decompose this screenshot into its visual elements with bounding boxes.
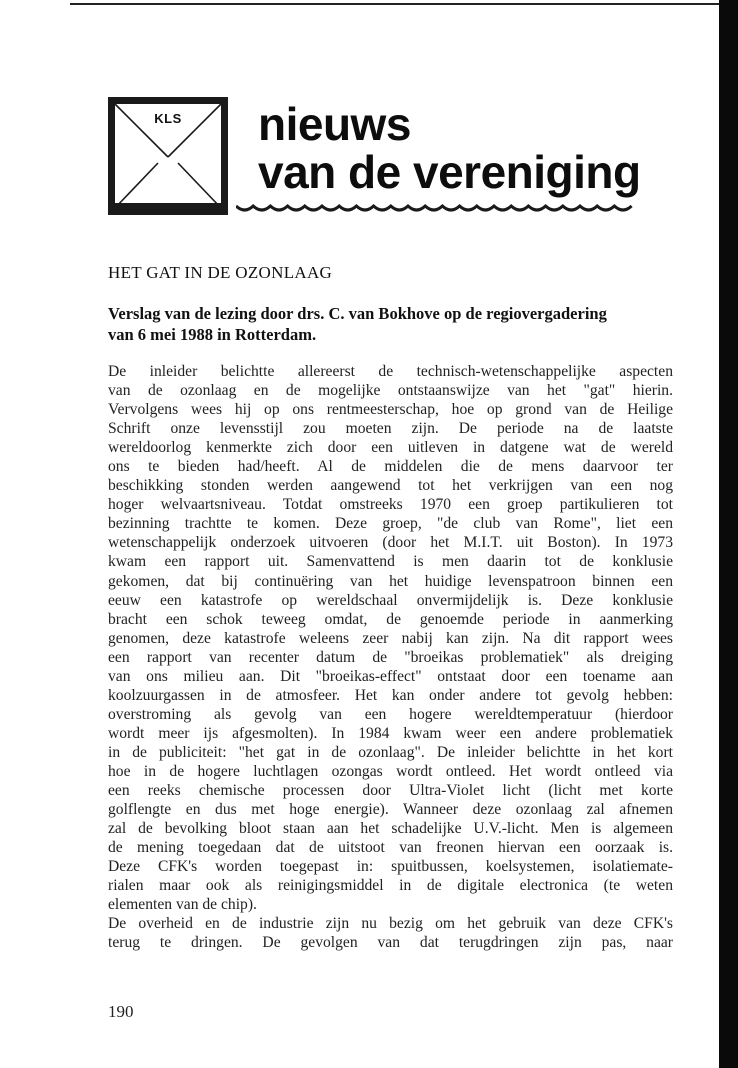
body-line: van ons milieu aan. Dit "broeikas-effect" ontstaat door een toename aan xyxy=(108,667,673,685)
scan-edge xyxy=(719,0,738,1068)
body-line: eeuw een katastrofe op wereldschaal onvermijdelijk is. Deze konklusie xyxy=(108,591,673,609)
body-line: gekomen, dat bij continuëring van het huidige levenspatroon binnen een xyxy=(108,572,673,590)
body-line: de mening toegedaan dat de uitstoot van freonen hiervan een oorzaak is. xyxy=(108,839,673,857)
body-line: De overheid en de industrie zijn nu bezig om het gebruik van deze CFK's xyxy=(108,915,673,933)
body-line: bezinning trachtte te komen. Deze groep, "de club van Rome", liet een xyxy=(108,515,673,533)
body-line: genomen, deze katastrofe weleens zeer nabij kan zijn. Na dit rapport wees xyxy=(108,629,673,647)
masthead-title xyxy=(258,100,678,196)
masthead-title-line-2: van de vereniging xyxy=(258,146,641,198)
body-line: koolzuurgassen in de atmosfeer. Het kan onder andere tot gevolg hebben: xyxy=(108,686,673,704)
body-line: wetenschappelijk onderzoek uitvoeren (door het M.I.T. uit Boston). In 1973 xyxy=(108,534,673,552)
article-subtitle xyxy=(108,303,673,345)
body-line: wereldoorlog kenmerkte zich door een uitleven in datgene wat de wereld xyxy=(108,439,673,457)
body-line: hoe in de hogere luchtlagen ozongas wordt ontleed. Het wordt ontleed via xyxy=(108,762,673,780)
body-line: een rapport van recenter datum de "broeikas problematiek" als dreiging xyxy=(108,648,673,666)
kls-envelope-logo xyxy=(108,97,228,215)
body-line: golflengte en dus met hoge energie). Wanneer deze ozonlaag zal afnemen xyxy=(108,801,673,819)
body-line: beschikking stonden werden aangewend tot het verkrijgen van een nog xyxy=(108,477,673,495)
article-subtitle-line-1: Verslag van de lezing door drs. C. van Bokhove op de regiovergadering xyxy=(108,304,607,323)
article-subtitle-line-2: van 6 mei 1988 in Rotterdam. xyxy=(108,325,317,344)
scalloped-rule xyxy=(236,203,648,217)
masthead-title-line-1: nieuws xyxy=(258,98,411,150)
body-line: elementen van de chip). xyxy=(108,896,257,914)
body-line: in de publiciteit: "het gat in de ozonlaag". De inleider belichtte in het kort xyxy=(108,743,673,761)
body-line: overstroming als gevolg van een hogere wereldtemperatuur (hierdoor xyxy=(108,705,673,723)
body-line: De inleider belichtte allereerst de technisch-wetenschappelijke aspecten xyxy=(108,363,673,380)
top-rule xyxy=(70,3,720,5)
body-line: Deze CFK's worden toegepast in: spuitbussen, koelsystemen, isolatiemate- xyxy=(108,858,673,876)
body-line: rialen maar ook als reinigingsmiddel in de digitale electronica (te weten xyxy=(108,877,673,895)
logo-text: KLS xyxy=(154,111,182,126)
body-line: kwam een rapport uit. Samenvattend is men daarin tot de konklusie xyxy=(108,553,673,571)
body-line: zal de bevolking bloot staan aan het schadelijke U.V.-licht. Men is algemeen xyxy=(108,820,673,838)
body-line: bracht een schok teweeg omdat, de genoemde periode in aanmerking xyxy=(108,610,673,628)
body-line: van de ozonlaag en de mogelijke ontstaanswijze van het "gat" hierin. xyxy=(108,382,673,400)
article-body xyxy=(108,362,673,952)
body-line: ons te bieden had/heeft. Al de middelen die de mens daarvoor ter xyxy=(108,458,673,476)
body-line: hoger welvaartsniveau. Totdat omstreeks 1970 een groep partikulieren tot xyxy=(108,496,673,514)
article-title: HET GAT IN DE OZONLAAG xyxy=(108,263,333,282)
body-line: Schrift onze levensstijl zou moeten zijn. De periode na de laatste xyxy=(108,420,673,438)
page-number: 190 xyxy=(108,1002,134,1021)
body-line: wordt meer ijs afgesmolten). In 1984 kwam weer een andere problematiek xyxy=(108,724,673,742)
body-line: Vervolgens wees hij op ons rentmeesterschap, hoe op grond van de Heilige xyxy=(108,401,673,419)
body-line: terug te dringen. De gevolgen van dat terugdringen zijn pas, naar xyxy=(108,934,673,952)
body-line: een reeks chemische processen door Ultra-Violet licht (licht met korte xyxy=(108,782,673,800)
